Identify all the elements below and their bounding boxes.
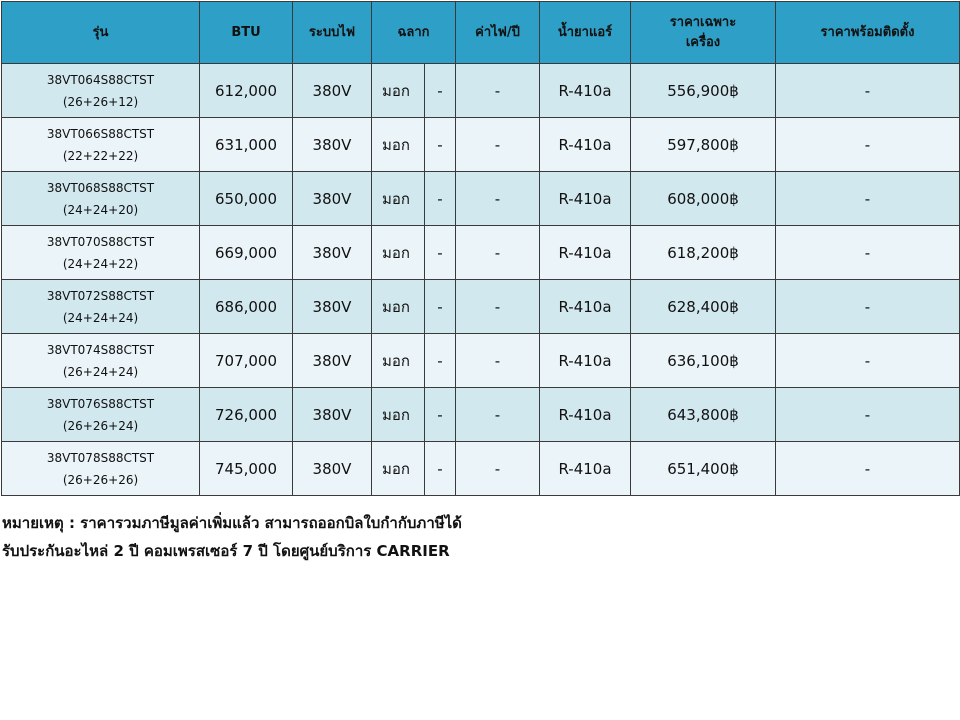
label-grade-cell: -: [425, 118, 456, 172]
model-code: 38VT072S88CTST: [46, 288, 155, 303]
refrigerant-cell: R-410a: [540, 280, 631, 334]
model-cell: [2, 64, 200, 118]
unit-price-cell: 556,900฿: [631, 64, 776, 118]
power-cell: 380V: [293, 280, 372, 334]
model-config: (26+26+24): [62, 418, 139, 433]
model-cell: [2, 118, 200, 172]
label-cell: มอก: [372, 64, 425, 118]
header-unit-price: [631, 2, 776, 64]
installed-price-cell: -: [776, 172, 960, 226]
label-cell: มอก: [372, 334, 425, 388]
table-row: [2, 172, 960, 226]
power-cell: 380V: [293, 334, 372, 388]
refrigerant-cell: R-410a: [540, 334, 631, 388]
model-code: 38VT064S88CTST: [46, 72, 155, 87]
model-cell: [2, 172, 200, 226]
refrigerant-cell: R-410a: [540, 172, 631, 226]
model-cell: [2, 388, 200, 442]
note-vat: หมายเหตุ : ราคารวมภาษีมูลค่าเพิ่มแล้ว สามารถออกบิลใบกำกับภาษีได้: [2, 514, 462, 532]
label-grade-cell: -: [425, 442, 456, 496]
model-config: (26+26+12): [62, 94, 139, 109]
model-code: 38VT074S88CTST: [46, 342, 155, 357]
model-code: 38VT070S88CTST: [46, 234, 155, 249]
installed-price-cell: -: [776, 118, 960, 172]
model-code: 38VT078S88CTST: [46, 450, 155, 465]
model-config: (22+22+22): [62, 148, 139, 163]
electric-cost-cell: -: [456, 334, 540, 388]
model-code: 38VT066S88CTST: [46, 126, 155, 141]
label-cell: มอก: [372, 118, 425, 172]
btu-cell: 707,000: [200, 334, 293, 388]
model-config: (26+24+24): [62, 364, 139, 379]
electric-cost-cell: -: [456, 172, 540, 226]
unit-price-cell: 651,400฿: [631, 442, 776, 496]
electric-cost-cell: -: [456, 388, 540, 442]
header-row: [2, 2, 960, 64]
table-row: [2, 118, 960, 172]
installed-price-cell: -: [776, 334, 960, 388]
model-cell: [2, 280, 200, 334]
refrigerant-cell: R-410a: [540, 388, 631, 442]
unit-price-cell: 597,800฿: [631, 118, 776, 172]
header-btu: BTU: [200, 2, 293, 64]
power-cell: 380V: [293, 226, 372, 280]
power-cell: 380V: [293, 388, 372, 442]
header-installed-price: ราคาพร้อมติดตั้ง: [776, 2, 960, 64]
header-label: ฉลาก: [372, 2, 456, 64]
price-table: [1, 1, 960, 496]
notes: [2, 509, 462, 565]
label-grade-cell: -: [425, 172, 456, 226]
model-code: 38VT068S88CTST: [46, 180, 155, 195]
table-row: [2, 280, 960, 334]
label-grade-cell: -: [425, 334, 456, 388]
installed-price-cell: -: [776, 64, 960, 118]
refrigerant-cell: R-410a: [540, 64, 631, 118]
electric-cost-cell: -: [456, 118, 540, 172]
header-refrigerant: น้ำยาแอร์: [540, 2, 631, 64]
btu-cell: 726,000: [200, 388, 293, 442]
header-unit-price-line2: เครื่อง: [685, 34, 721, 50]
model-cell: [2, 442, 200, 496]
electric-cost-cell: -: [456, 280, 540, 334]
model-config: (26+26+26): [62, 472, 139, 487]
unit-price-cell: 618,200฿: [631, 226, 776, 280]
refrigerant-cell: R-410a: [540, 442, 631, 496]
power-cell: 380V: [293, 118, 372, 172]
label-cell: มอก: [372, 226, 425, 280]
label-cell: มอก: [372, 172, 425, 226]
btu-cell: 745,000: [200, 442, 293, 496]
table-row: [2, 388, 960, 442]
electric-cost-cell: -: [456, 442, 540, 496]
model-config: (24+24+20): [62, 202, 139, 217]
unit-price-cell: 608,000฿: [631, 172, 776, 226]
label-cell: มอก: [372, 280, 425, 334]
header-model: รุ่น: [2, 2, 200, 64]
btu-cell: 612,000: [200, 64, 293, 118]
electric-cost-cell: -: [456, 226, 540, 280]
unit-price-cell: 636,100฿: [631, 334, 776, 388]
table-row: [2, 442, 960, 496]
installed-price-cell: -: [776, 388, 960, 442]
installed-price-cell: -: [776, 442, 960, 496]
refrigerant-cell: R-410a: [540, 226, 631, 280]
model-config: (24+24+24): [62, 310, 139, 325]
btu-cell: 686,000: [200, 280, 293, 334]
table-row: [2, 334, 960, 388]
installed-price-cell: -: [776, 280, 960, 334]
header-unit-price-line1: ราคาเฉพาะ: [669, 14, 737, 30]
refrigerant-cell: R-410a: [540, 118, 631, 172]
btu-cell: 650,000: [200, 172, 293, 226]
power-cell: 380V: [293, 442, 372, 496]
label-cell: มอก: [372, 388, 425, 442]
note-warranty: รับประกันอะไหล่ 2 ปี คอมเพรสเซอร์ 7 ปี โดยศูนย์บริการ CARRIER: [2, 542, 450, 560]
label-grade-cell: -: [425, 280, 456, 334]
header-electric-cost: ค่าไฟ/ปี: [456, 2, 540, 64]
unit-price-cell: 628,400฿: [631, 280, 776, 334]
electric-cost-cell: -: [456, 64, 540, 118]
btu-cell: 669,000: [200, 226, 293, 280]
model-config: (24+24+22): [62, 256, 139, 271]
table-row: [2, 226, 960, 280]
header-power: ระบบไฟ: [293, 2, 372, 64]
power-cell: 380V: [293, 64, 372, 118]
label-grade-cell: -: [425, 226, 456, 280]
label-cell: มอก: [372, 442, 425, 496]
installed-price-cell: -: [776, 226, 960, 280]
label-grade-cell: -: [425, 388, 456, 442]
label-grade-cell: -: [425, 64, 456, 118]
model-cell: [2, 226, 200, 280]
unit-price-cell: 643,800฿: [631, 388, 776, 442]
btu-cell: 631,000: [200, 118, 293, 172]
power-cell: 380V: [293, 172, 372, 226]
table-row: [2, 64, 960, 118]
model-cell: [2, 334, 200, 388]
model-code: 38VT076S88CTST: [46, 396, 155, 411]
